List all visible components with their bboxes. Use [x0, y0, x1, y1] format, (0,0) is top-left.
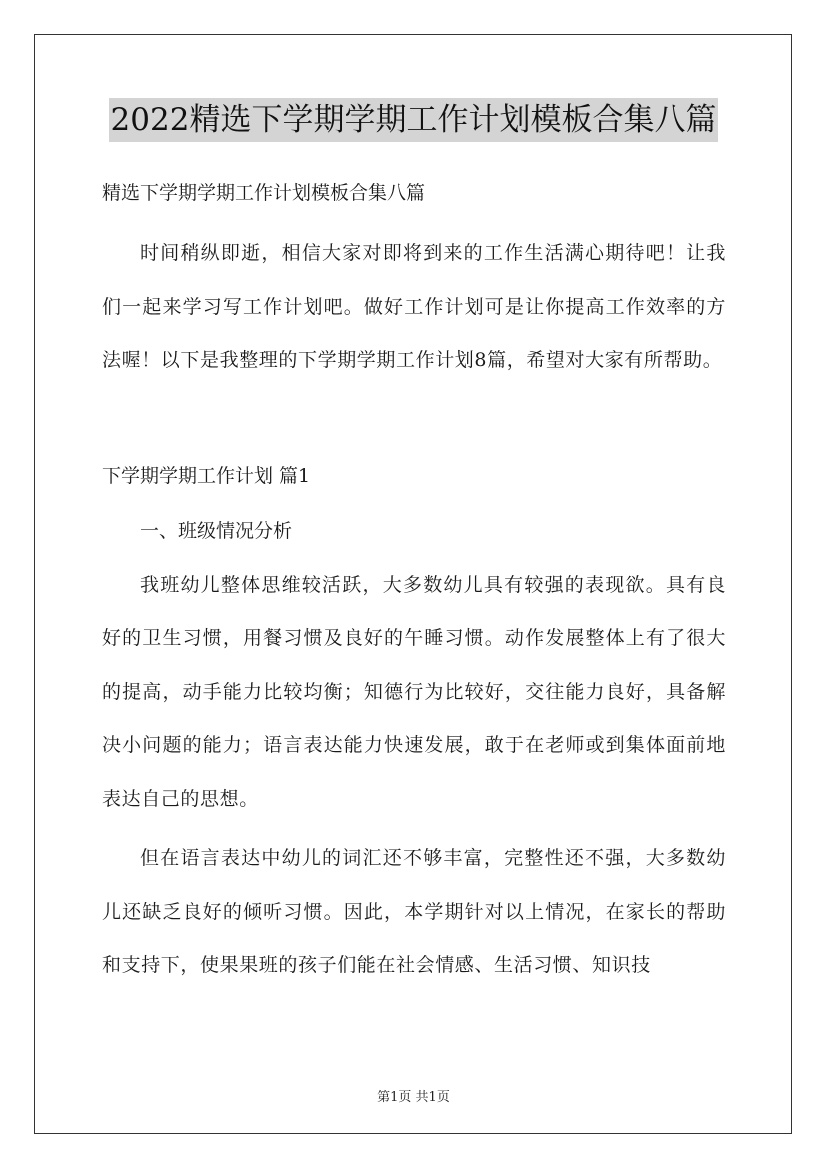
intro-paragraph: 时间稍纵即逝，相信大家对即将到来的工作生活满心期待吧！让我们一起来学习写工作计划吧。做好工作计划可是让你提高工作效率的方法喔！以下是我整理的下学期学期工作计划8篇，希望对大家有所帮助。 [102, 242, 726, 371]
document-title: 2022精选下学期学期工作计划模板合集八篇 [109, 98, 719, 142]
body-paragraph-1: 我班幼儿整体思维较活跃，大多数幼儿具有较强的表现欲。具有良好的卫生习惯，用餐习惯及良好的午睡习惯。动作发展整体上有了很大的提高，动手能力比较均衡；知德行为比较好，交往能力良好，具备解决小问题的能力；语言表达能力快速发展，敢于在老师或到集体面前地表达自己的思想。 [102, 573, 726, 810]
body-paragraph-2: 但在语言表达中幼儿的词汇还不够丰富，完整性还不强，大多数幼儿还缺乏良好的倾听习惯。因此，本学期针对以上情况，在家长的帮助和支持下，使果果班的孩子们能在社会情感、生活习惯、知识技 [102, 847, 726, 976]
page-footer: 第1页 共1页 [377, 1090, 450, 1105]
section-heading: 一、班级情况分析 [140, 519, 293, 542]
document-subtitle: 精选下学期学期工作计划模板合集八篇 [102, 182, 426, 204]
document-body [102, 173, 726, 993]
title-container [0, 98, 827, 142]
section-title: 下学期学期工作计划 篇1 [102, 464, 311, 487]
